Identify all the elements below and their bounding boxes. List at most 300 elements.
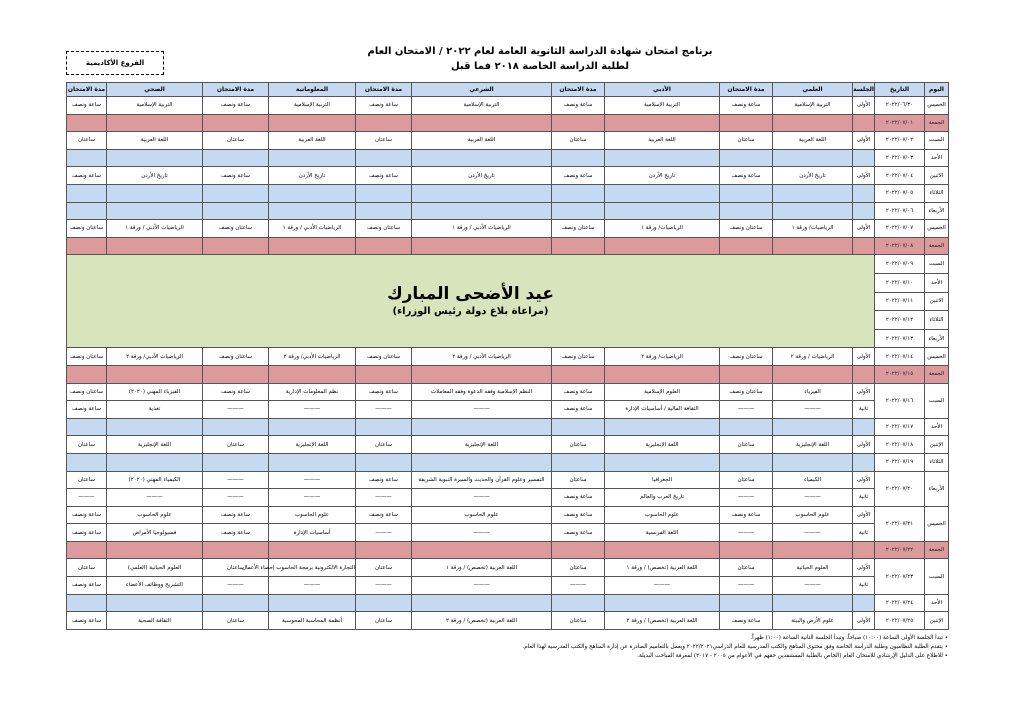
empty-cell	[203, 237, 269, 255]
health-duration-cell: ساعتان	[67, 471, 107, 489]
header-scientific-duration: مدة الامتحان	[720, 83, 773, 97]
empty-cell	[605, 149, 720, 167]
table-row	[67, 97, 949, 115]
branch-badge: الفروع الأكاديمية	[66, 51, 164, 75]
empty-cell	[720, 594, 773, 612]
empty-cell	[356, 418, 412, 436]
empty-cell	[107, 149, 203, 167]
health-cell: الثقافة الصحية	[107, 612, 203, 630]
empty-cell	[773, 594, 853, 612]
empty-cell	[356, 594, 412, 612]
scientific-cell: ———	[773, 577, 853, 595]
literary-cell: تاريخ العرب والعالم	[605, 489, 720, 507]
empty-cell	[605, 202, 720, 220]
schedule-body	[67, 97, 949, 630]
note-item: • تبدأ الجلسة الأولى الساعة (١٠:٠٠) صباحاً، وتبدأ الجلسة الثانية الساعة (١:٠٠) ظهراً.	[750, 635, 948, 641]
session-cell: الأولى	[853, 132, 875, 150]
scientific-cell: الفيزياء	[773, 383, 853, 401]
empty-cell	[269, 594, 356, 612]
health-cell: الرياضيات الأدبي / ورقة ١	[107, 220, 203, 238]
title-line-2: لطلبة الدراسة الخاصة ٢٠١٨ فما قبل	[450, 61, 630, 72]
scientific-cell: ———	[773, 401, 853, 419]
empty-cell	[552, 114, 605, 132]
empty-cell	[203, 453, 269, 471]
sharia-duration-cell: ———	[356, 577, 412, 595]
sharia-cell: النظم الإسلامية وفقه الدعوة وفقه المعاملات	[412, 383, 552, 401]
scientific-cell: اللغة الإنجليزية	[773, 436, 853, 454]
day-cell: الأربعاء	[925, 329, 949, 348]
date-cell: ٢٠٢٢/٠٧/١١	[875, 292, 925, 311]
day-cell: الأحد	[925, 594, 949, 612]
table-row	[67, 577, 949, 595]
header-day: اليوم	[925, 83, 949, 97]
note-item: • للاطلاع على الدليل الإرشادي للامتحان العام (الخاص بالطلبة المستنفدين حقهم في الأعوام من ٢٠٠٥ - ٢٠١٧) لمعرفة المباحث البديلة.	[637, 653, 948, 659]
scientific-cell: التربية الإسلامية	[773, 97, 853, 115]
literary-duration-cell: ساعة ونصف	[552, 524, 605, 542]
scientific-duration-cell: ساعة ونصف	[720, 97, 773, 115]
empty-cell	[67, 237, 107, 255]
table-row	[67, 471, 949, 489]
literary-duration-cell: ساعتان	[552, 471, 605, 489]
session-cell: الأولى	[853, 383, 875, 401]
literary-duration-cell: ساعة ونصف	[552, 506, 605, 524]
sharia-cell: ———	[412, 577, 552, 595]
empty-cell	[605, 418, 720, 436]
header-literary: الأدبي	[605, 83, 720, 97]
session-cell: الأولى	[853, 559, 875, 577]
empty-cell	[203, 418, 269, 436]
empty-cell	[412, 237, 552, 255]
health-duration-cell: ساعتان	[67, 436, 107, 454]
empty-cell	[107, 418, 203, 436]
header-sharia: الشرعي	[412, 83, 552, 97]
empty-cell	[107, 202, 203, 220]
sharia-duration-cell: ساعة ونصف	[356, 506, 412, 524]
health-cell: علوم الحاسوب	[107, 506, 203, 524]
header-literary-duration: مدة الامتحان	[552, 83, 605, 97]
empty-cell	[605, 237, 720, 255]
day-cell: الأحد	[925, 273, 949, 292]
empty-cell	[412, 149, 552, 167]
empty-cell	[107, 237, 203, 255]
literary-cell: الجغرافيا	[605, 471, 720, 489]
date-cell: ٢٠٢٢/٠٧/١٢	[875, 311, 925, 330]
date-cell: ٢٠٢٢/٠٧/٠٧	[875, 220, 925, 238]
informatics-duration-cell: ———	[203, 489, 269, 507]
informatics-cell: أساسيات الإدارة	[269, 524, 356, 542]
sharia-duration-cell: ساعة ونصف	[356, 471, 412, 489]
empty-cell	[203, 149, 269, 167]
date-cell: ٢٠٢٢/٠٧/١٩	[875, 453, 925, 471]
empty-cell	[773, 149, 853, 167]
empty-cell	[269, 114, 356, 132]
date-cell: ٢٠٢٢/٠٧/١٧	[875, 418, 925, 436]
literary-cell: اللغة العربية	[605, 132, 720, 150]
literary-cell: اللغة الفرنسية	[605, 524, 720, 542]
session-cell: الأولى	[853, 348, 875, 366]
day-cell: السبت	[925, 559, 949, 594]
sharia-duration-cell: ساعتان	[356, 559, 412, 577]
informatics-duration-cell: ———	[203, 471, 269, 489]
day-cell: الإثنين	[925, 436, 949, 454]
title-line-1: برنامج امتحان شهادة الدراسة الثانوية العامة لعام ٢٠٢٢ / الامتحان العام	[367, 46, 713, 57]
literary-cell: الثقافة المالية / أساسيات الإدارة	[605, 401, 720, 419]
empty-cell	[853, 114, 875, 132]
page-title	[340, 44, 740, 74]
empty-cell	[356, 184, 412, 202]
health-cell: تغذية	[107, 401, 203, 419]
scientific-duration-cell: ساعتان ونصف	[720, 348, 773, 366]
health-cell: التربية الإسلامية	[107, 97, 203, 115]
date-cell: ٢٠٢٢/٠٦/٣٠	[875, 97, 925, 115]
day-cell: الاثنين	[925, 292, 949, 311]
empty-cell	[412, 365, 552, 383]
table-row	[67, 383, 949, 401]
day-cell: الخميس	[925, 220, 949, 238]
sharia-cell: ———	[412, 524, 552, 542]
date-cell: ٢٠٢٢/٠٧/١٥	[875, 365, 925, 383]
health-duration-cell: ساعة ونصف	[67, 401, 107, 419]
informatics-duration-cell: ساعتان	[203, 436, 269, 454]
table-row	[67, 524, 949, 542]
session-cell: الأولى	[853, 97, 875, 115]
empty-cell	[412, 541, 552, 559]
empty-cell	[720, 114, 773, 132]
sharia-cell: اللغة العربية (تخصص) / ورقة ٢	[412, 612, 552, 630]
health-cell: فسيولوجيا الأمراض	[107, 524, 203, 542]
date-cell: ٢٠٢٢/٠٧/٢١	[875, 506, 925, 541]
empty-cell	[853, 418, 875, 436]
table-row	[67, 202, 949, 220]
informatics-duration-cell: ساعة ونصف	[203, 167, 269, 185]
informatics-cell: تاريخ الأردن	[269, 167, 356, 185]
table-row	[67, 401, 949, 419]
health-cell: الفيزياء المهني (٢٠٢٠)	[107, 383, 203, 401]
sharia-duration-cell: ———	[356, 524, 412, 542]
empty-cell	[203, 594, 269, 612]
session-cell: الأولى	[853, 167, 875, 185]
notes	[386, 634, 948, 661]
empty-cell	[203, 114, 269, 132]
sharia-cell: علوم الحاسوب	[412, 506, 552, 524]
table-row	[67, 114, 949, 132]
table-row	[67, 594, 949, 612]
date-cell: ٢٠٢٢/٠٧/٢٤	[875, 594, 925, 612]
health-cell: التشريح ووظائف الأعضاء	[107, 577, 203, 595]
exam-schedule-table	[66, 82, 949, 630]
session-cell: الأولى	[853, 612, 875, 630]
day-cell: الخميس	[925, 506, 949, 541]
scientific-duration-cell: ساعتان ونصف	[720, 220, 773, 238]
holiday-note: (مراعاة بلاغ دولة رئيس الوزراء)	[392, 306, 549, 318]
empty-cell	[552, 453, 605, 471]
sharia-duration-cell: ———	[356, 489, 412, 507]
informatics-cell: التجارة الالكترونية برمجة الحاسوب إحصاء الأعمال	[269, 559, 356, 577]
date-cell: ٢٠٢٢/٠٧/١٦	[875, 383, 925, 418]
empty-cell	[412, 114, 552, 132]
empty-cell	[356, 149, 412, 167]
empty-cell	[720, 453, 773, 471]
scientific-duration-cell: ساعة ونصف	[720, 506, 773, 524]
date-cell: ٢٠٢٢/٠٧/٢٣	[875, 559, 925, 594]
empty-cell	[552, 237, 605, 255]
informatics-duration-cell: ساعة ونصف	[203, 97, 269, 115]
informatics-duration-cell: ساعتان	[203, 612, 269, 630]
empty-cell	[412, 202, 552, 220]
date-cell: ٢٠٢٢/٠٧/٢٥	[875, 612, 925, 630]
empty-cell	[720, 237, 773, 255]
empty-cell	[853, 365, 875, 383]
informatics-duration-cell: ساعة ونصف	[203, 506, 269, 524]
empty-cell	[356, 237, 412, 255]
table-row	[67, 612, 949, 630]
literary-duration-cell: ساعة ونصف	[552, 401, 605, 419]
date-cell: ٢٠٢٢/٠٧/٢٠	[875, 471, 925, 506]
empty-cell	[552, 418, 605, 436]
literary-cell: الرياضيات/ ورقة ٢	[605, 348, 720, 366]
empty-cell	[67, 594, 107, 612]
scientific-duration-cell: ساعتان	[720, 471, 773, 489]
table-row	[67, 559, 949, 577]
empty-cell	[605, 594, 720, 612]
scientific-duration-cell: ساعتان	[720, 132, 773, 150]
informatics-duration-cell: ساعتان	[203, 559, 269, 577]
empty-cell	[720, 184, 773, 202]
empty-cell	[552, 594, 605, 612]
literary-cell: علوم الحاسوب	[605, 506, 720, 524]
health-duration-cell: ساعة ونصف	[67, 97, 107, 115]
empty-cell	[356, 202, 412, 220]
empty-cell	[552, 202, 605, 220]
sharia-cell: ———	[412, 401, 552, 419]
session-cell: ثانية	[853, 401, 875, 419]
empty-cell	[203, 541, 269, 559]
empty-cell	[773, 365, 853, 383]
empty-cell	[67, 202, 107, 220]
informatics-cell: اللغة العربية	[269, 132, 356, 150]
day-cell: الأحد	[925, 418, 949, 436]
empty-cell	[269, 237, 356, 255]
session-cell: ثانية	[853, 489, 875, 507]
scientific-cell: تاريخ الأردن	[773, 167, 853, 185]
scientific-cell: علوم الحاسوب	[773, 506, 853, 524]
empty-cell	[552, 365, 605, 383]
literary-duration-cell: ساعة ونصف	[552, 167, 605, 185]
sharia-duration-cell: ساعتان ونصف	[356, 220, 412, 238]
empty-cell	[605, 453, 720, 471]
empty-cell	[773, 453, 853, 471]
table-row	[67, 237, 949, 255]
empty-cell	[552, 541, 605, 559]
health-duration-cell: ساعتان ونصف	[67, 383, 107, 401]
empty-cell	[853, 453, 875, 471]
literary-duration-cell: ساعتان ونصف	[552, 220, 605, 238]
literary-duration-cell: ساعتان	[552, 132, 605, 150]
header-session: الجلسة	[853, 83, 875, 97]
header-health: الصحي	[107, 83, 203, 97]
empty-cell	[720, 202, 773, 220]
sharia-cell: الرياضيات الأدبي / ورقة ٢	[412, 348, 552, 366]
sharia-cell: التفسير وعلوم القرآن والحديث والسيرة النبوية الشريفة	[412, 471, 552, 489]
sharia-duration-cell: ساعتان	[356, 436, 412, 454]
empty-cell	[853, 184, 875, 202]
empty-cell	[605, 365, 720, 383]
literary-cell: اللغة العربية (تخصص) / ورقة ٢	[605, 612, 720, 630]
health-duration-cell: ساعتان	[67, 559, 107, 577]
literary-duration-cell: ساعة ونصف	[552, 97, 605, 115]
empty-cell	[720, 149, 773, 167]
date-cell: ٢٠٢٢/٠٧/٢٢	[875, 541, 925, 559]
sharia-duration-cell: ساعة ونصف	[356, 167, 412, 185]
empty-cell	[720, 365, 773, 383]
date-cell: ٢٠٢٢/٠٧/١٠	[875, 273, 925, 292]
empty-cell	[773, 237, 853, 255]
sharia-duration-cell: ساعتان ونصف	[356, 348, 412, 366]
date-cell: ٢٠٢٢/٠٧/٠٣	[875, 149, 925, 167]
scientific-duration-cell: ساعتان ونصف	[720, 383, 773, 401]
session-cell: الأولى	[853, 436, 875, 454]
date-cell: ٢٠٢٢/٠٧/١٣	[875, 329, 925, 348]
empty-cell	[412, 453, 552, 471]
scientific-cell: ———	[773, 524, 853, 542]
empty-cell	[269, 365, 356, 383]
informatics-duration-cell: ساعتان	[203, 132, 269, 150]
empty-cell	[203, 202, 269, 220]
sharia-duration-cell: ساعة ونصف	[356, 383, 412, 401]
empty-cell	[605, 184, 720, 202]
header-sharia-duration: مدة الامتحان	[356, 83, 412, 97]
scientific-cell: اللغة العربية	[773, 132, 853, 150]
day-cell: الخميس	[925, 97, 949, 115]
table-row	[67, 167, 949, 185]
empty-cell	[853, 594, 875, 612]
scientific-duration-cell: ———	[720, 489, 773, 507]
empty-cell	[412, 418, 552, 436]
scientific-cell: الرياضيات/ ورقة ١	[773, 220, 853, 238]
empty-cell	[853, 149, 875, 167]
header-row	[67, 83, 949, 97]
day-cell: الأربعاء	[925, 471, 949, 506]
day-cell: الخميس	[925, 348, 949, 366]
scientific-cell: العلوم الحياتية	[773, 559, 853, 577]
day-cell: الأربعاء	[925, 202, 949, 220]
empty-cell	[356, 114, 412, 132]
day-cell: الجمعة	[925, 114, 949, 132]
empty-cell	[107, 541, 203, 559]
empty-cell	[107, 594, 203, 612]
table-row	[67, 436, 949, 454]
table-row	[67, 149, 949, 167]
date-cell: ٢٠٢٢/٠٧/١٨	[875, 436, 925, 454]
informatics-duration-cell: ———	[203, 577, 269, 595]
literary-cell: اللغة الإنجليزية	[605, 436, 720, 454]
empty-cell	[552, 149, 605, 167]
health-duration-cell: ساعتان ونصف	[67, 220, 107, 238]
literary-duration-cell: ساعتان	[552, 436, 605, 454]
table-row	[67, 489, 949, 507]
empty-cell	[203, 184, 269, 202]
literary-duration-cell: ساعة ونصف	[552, 383, 605, 401]
empty-cell	[67, 184, 107, 202]
health-duration-cell: ساعتان ونصف	[67, 348, 107, 366]
literary-cell: الرياضيات/ ورقة ١	[605, 220, 720, 238]
sharia-cell: الرياضيات الأدبي / ورقة ١	[412, 220, 552, 238]
sharia-duration-cell: ساعتان	[356, 612, 412, 630]
health-cell: اللغة الإنجليزية	[107, 436, 203, 454]
table-row	[67, 541, 949, 559]
literary-duration-cell: ساعة ونصف	[552, 489, 605, 507]
day-cell: الثلاثاء	[925, 453, 949, 471]
note-item: • يتقدم الطلبة النظاميون وطلبة الدراسة الخاصة وفق محتوى المناهج والكتب المدرسية للعام الدراسي٢٠٢٢/٢٠٢١ ويعمل بالتعاميم الصادرة عن إدارة المناهج والكتب المدرسية لهذا العام.	[522, 644, 948, 650]
header-informatics: المعلوماتية	[269, 83, 356, 97]
table-row	[67, 453, 949, 471]
empty-cell	[269, 184, 356, 202]
empty-cell	[203, 365, 269, 383]
informatics-cell: الرياضيات الأدبي/ ورقة ٢	[269, 348, 356, 366]
empty-cell	[107, 365, 203, 383]
informatics-duration-cell: ساعة ونصف	[203, 524, 269, 542]
empty-cell	[67, 453, 107, 471]
table-row	[67, 220, 949, 238]
day-cell: الجمعة	[925, 541, 949, 559]
informatics-cell: ———	[269, 401, 356, 419]
day-cell: الجمعة	[925, 365, 949, 383]
table-row	[67, 255, 949, 274]
empty-cell	[773, 202, 853, 220]
informatics-duration-cell: ———	[203, 401, 269, 419]
informatics-cell: ———	[269, 489, 356, 507]
session-cell: الأولى	[853, 220, 875, 238]
empty-cell	[269, 453, 356, 471]
day-cell: السبت	[925, 383, 949, 418]
empty-cell	[412, 184, 552, 202]
health-cell: الكيمياء المهني (٢٠٢٠)	[107, 471, 203, 489]
empty-cell	[67, 541, 107, 559]
empty-cell	[356, 365, 412, 383]
day-cell: الأحد	[925, 149, 949, 167]
session-cell: ثانية	[853, 577, 875, 595]
empty-cell	[605, 541, 720, 559]
header-informatics-duration: مدة الامتحان	[203, 83, 269, 97]
literary-cell: العلوم الإسلامية	[605, 383, 720, 401]
empty-cell	[356, 541, 412, 559]
informatics-duration-cell: ساعة ونصف	[203, 383, 269, 401]
literary-duration-cell: ———	[552, 577, 605, 595]
literary-duration-cell: ساعتان ونصف	[552, 348, 605, 366]
date-cell: ٢٠٢٢/٠٧/٠٦	[875, 202, 925, 220]
health-duration-cell: ساعة ونصف	[67, 612, 107, 630]
scientific-duration-cell: ساعة ونصف	[720, 612, 773, 630]
empty-cell	[269, 149, 356, 167]
empty-cell	[853, 541, 875, 559]
empty-cell	[720, 418, 773, 436]
empty-cell	[773, 184, 853, 202]
scientific-duration-cell: ساعتان	[720, 436, 773, 454]
sharia-cell: تاريخ الأردن	[412, 167, 552, 185]
empty-cell	[412, 594, 552, 612]
table-row	[67, 184, 949, 202]
table-row	[67, 418, 949, 436]
scientific-cell: الرياضيات / ورقة ٢	[773, 348, 853, 366]
empty-cell	[67, 365, 107, 383]
sharia-duration-cell: ساعتان	[356, 132, 412, 150]
health-cell: اللغة العربية	[107, 132, 203, 150]
session-cell: الأولى	[853, 506, 875, 524]
header-health-duration: مدة الامتحان	[67, 83, 107, 97]
day-cell: الاثنين	[925, 167, 949, 185]
empty-cell	[773, 541, 853, 559]
health-cell: ———	[107, 489, 203, 507]
